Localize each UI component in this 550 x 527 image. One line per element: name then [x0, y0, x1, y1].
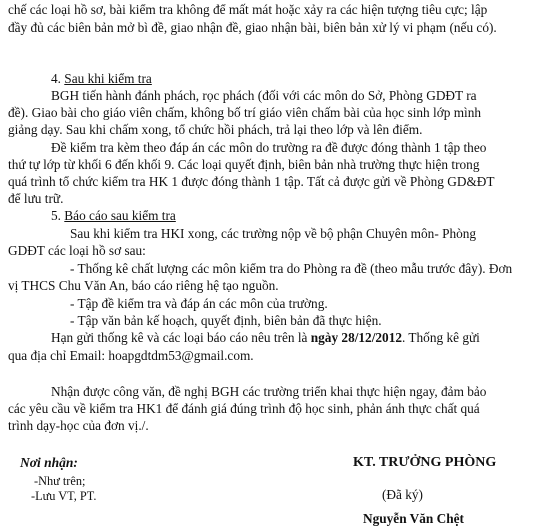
section-4-para1-line-2: đề). Giao bài cho giáo viên chấm, không bố trí giáo viên chấm bài của học sinh lớp mình	[8, 105, 482, 120]
recipients-label: Nơi nhận:	[20, 455, 78, 470]
section-4-para1-line-1: BGH tiến hành đánh phách, rọc phách (đối với các môn do Sở, Phòng GDĐT ra	[51, 88, 477, 103]
section-4-para2-line-4: để lưu trữ.	[8, 191, 64, 206]
section-5-item-1-cont: vị THCS Chu Văn An, báo cáo riêng hệ tạo nguồn.	[8, 278, 279, 293]
section-4-title: Sau khi kiểm tra	[64, 71, 152, 86]
section-5-para1-line-2: GDĐT các loại hồ sơ sau:	[8, 243, 146, 258]
section-4-number: 4.	[51, 71, 65, 86]
section-5-item-2: - Tập đề kiểm tra và đáp án các môn của trường.	[70, 296, 328, 311]
deadline-date: ngày 28/12/2012	[310, 330, 402, 345]
deadline-prefix: Hạn gửi thống kê và các loại báo cáo nêu trên là	[51, 330, 311, 345]
section-5-item-1: - Thống kê chất lượng các môn kiểm tra do Phòng ra đề (theo mẫu trước đây). Đơn	[70, 261, 513, 276]
section-4-heading	[51, 71, 152, 87]
section-5-email: qua địa chỉ Email: hoapgdtdm53@gmail.com.	[8, 348, 254, 363]
recipient-item-1: -Như trên;	[34, 474, 86, 488]
section-4-para2-line-1: Đề kiểm tra kèm theo đáp án các môn do trường ra đề được đóng thành 1 tập theo	[51, 140, 487, 155]
deadline-suffix: . Thống kê gửi	[402, 330, 480, 345]
section-5-deadline	[51, 330, 480, 346]
section-5-heading	[51, 208, 176, 224]
intro-line-2: đầy đủ các biên bản mở bì đề, giao nhận đề, giao nhận bài, biên bản xử lý vi phạm (nếu có).	[8, 20, 497, 35]
closing-line-1: Nhận được công văn, đề nghị BGH các trường triển khai thực hiện ngay, đảm bảo	[51, 384, 487, 399]
signature-name: Nguyễn Văn Chệt	[363, 511, 464, 526]
intro-line-1: chế các loại hồ sơ, bài kiểm tra không để mất mát hoặc xảy ra các hiện tượng tiêu cực; lập	[8, 2, 488, 17]
section-5-item-3: - Tập văn bản kế hoạch, quyết định, biên bản đã thực hiện.	[70, 313, 382, 328]
section-5-para1-line-1: Sau khi kiểm tra HKI xong, các trường nộp về bộ phận Chuyên môn- Phòng	[70, 226, 477, 241]
closing-line-2: các yêu cầu về kiểm tra HK1 để đánh giá đúng trình độ học sinh, phản ánh thực chất quá	[8, 401, 480, 416]
section-4-para2-line-3: quá trình tổ chức kiểm tra HK 1 được đóng thành 1 tập. Tất cả được gửi về Phòng GD&ĐT	[8, 174, 495, 189]
signature-title: KT. TRƯỞNG PHÒNG	[353, 455, 497, 470]
closing-line-3: trình dạy-học của đơn vị./.	[8, 418, 149, 433]
section-5-title: Báo cáo sau kiểm tra	[64, 208, 176, 223]
recipient-item-2: -Lưu VT, PT.	[31, 489, 97, 503]
section-5-number: 5.	[51, 208, 65, 223]
section-4-para1-line-3: giảng dạy. Sau khi chấm xong, tổ chức hồi phách, trả lại theo lớp và lên điểm.	[8, 122, 423, 137]
section-4-para2-line-2: thứ tự lớp từ khối 6 đến khối 9. Các loại quyết định, biên bản nhà trường thực hiện trong	[8, 157, 480, 172]
signature-status: (Đã ký)	[382, 487, 423, 502]
